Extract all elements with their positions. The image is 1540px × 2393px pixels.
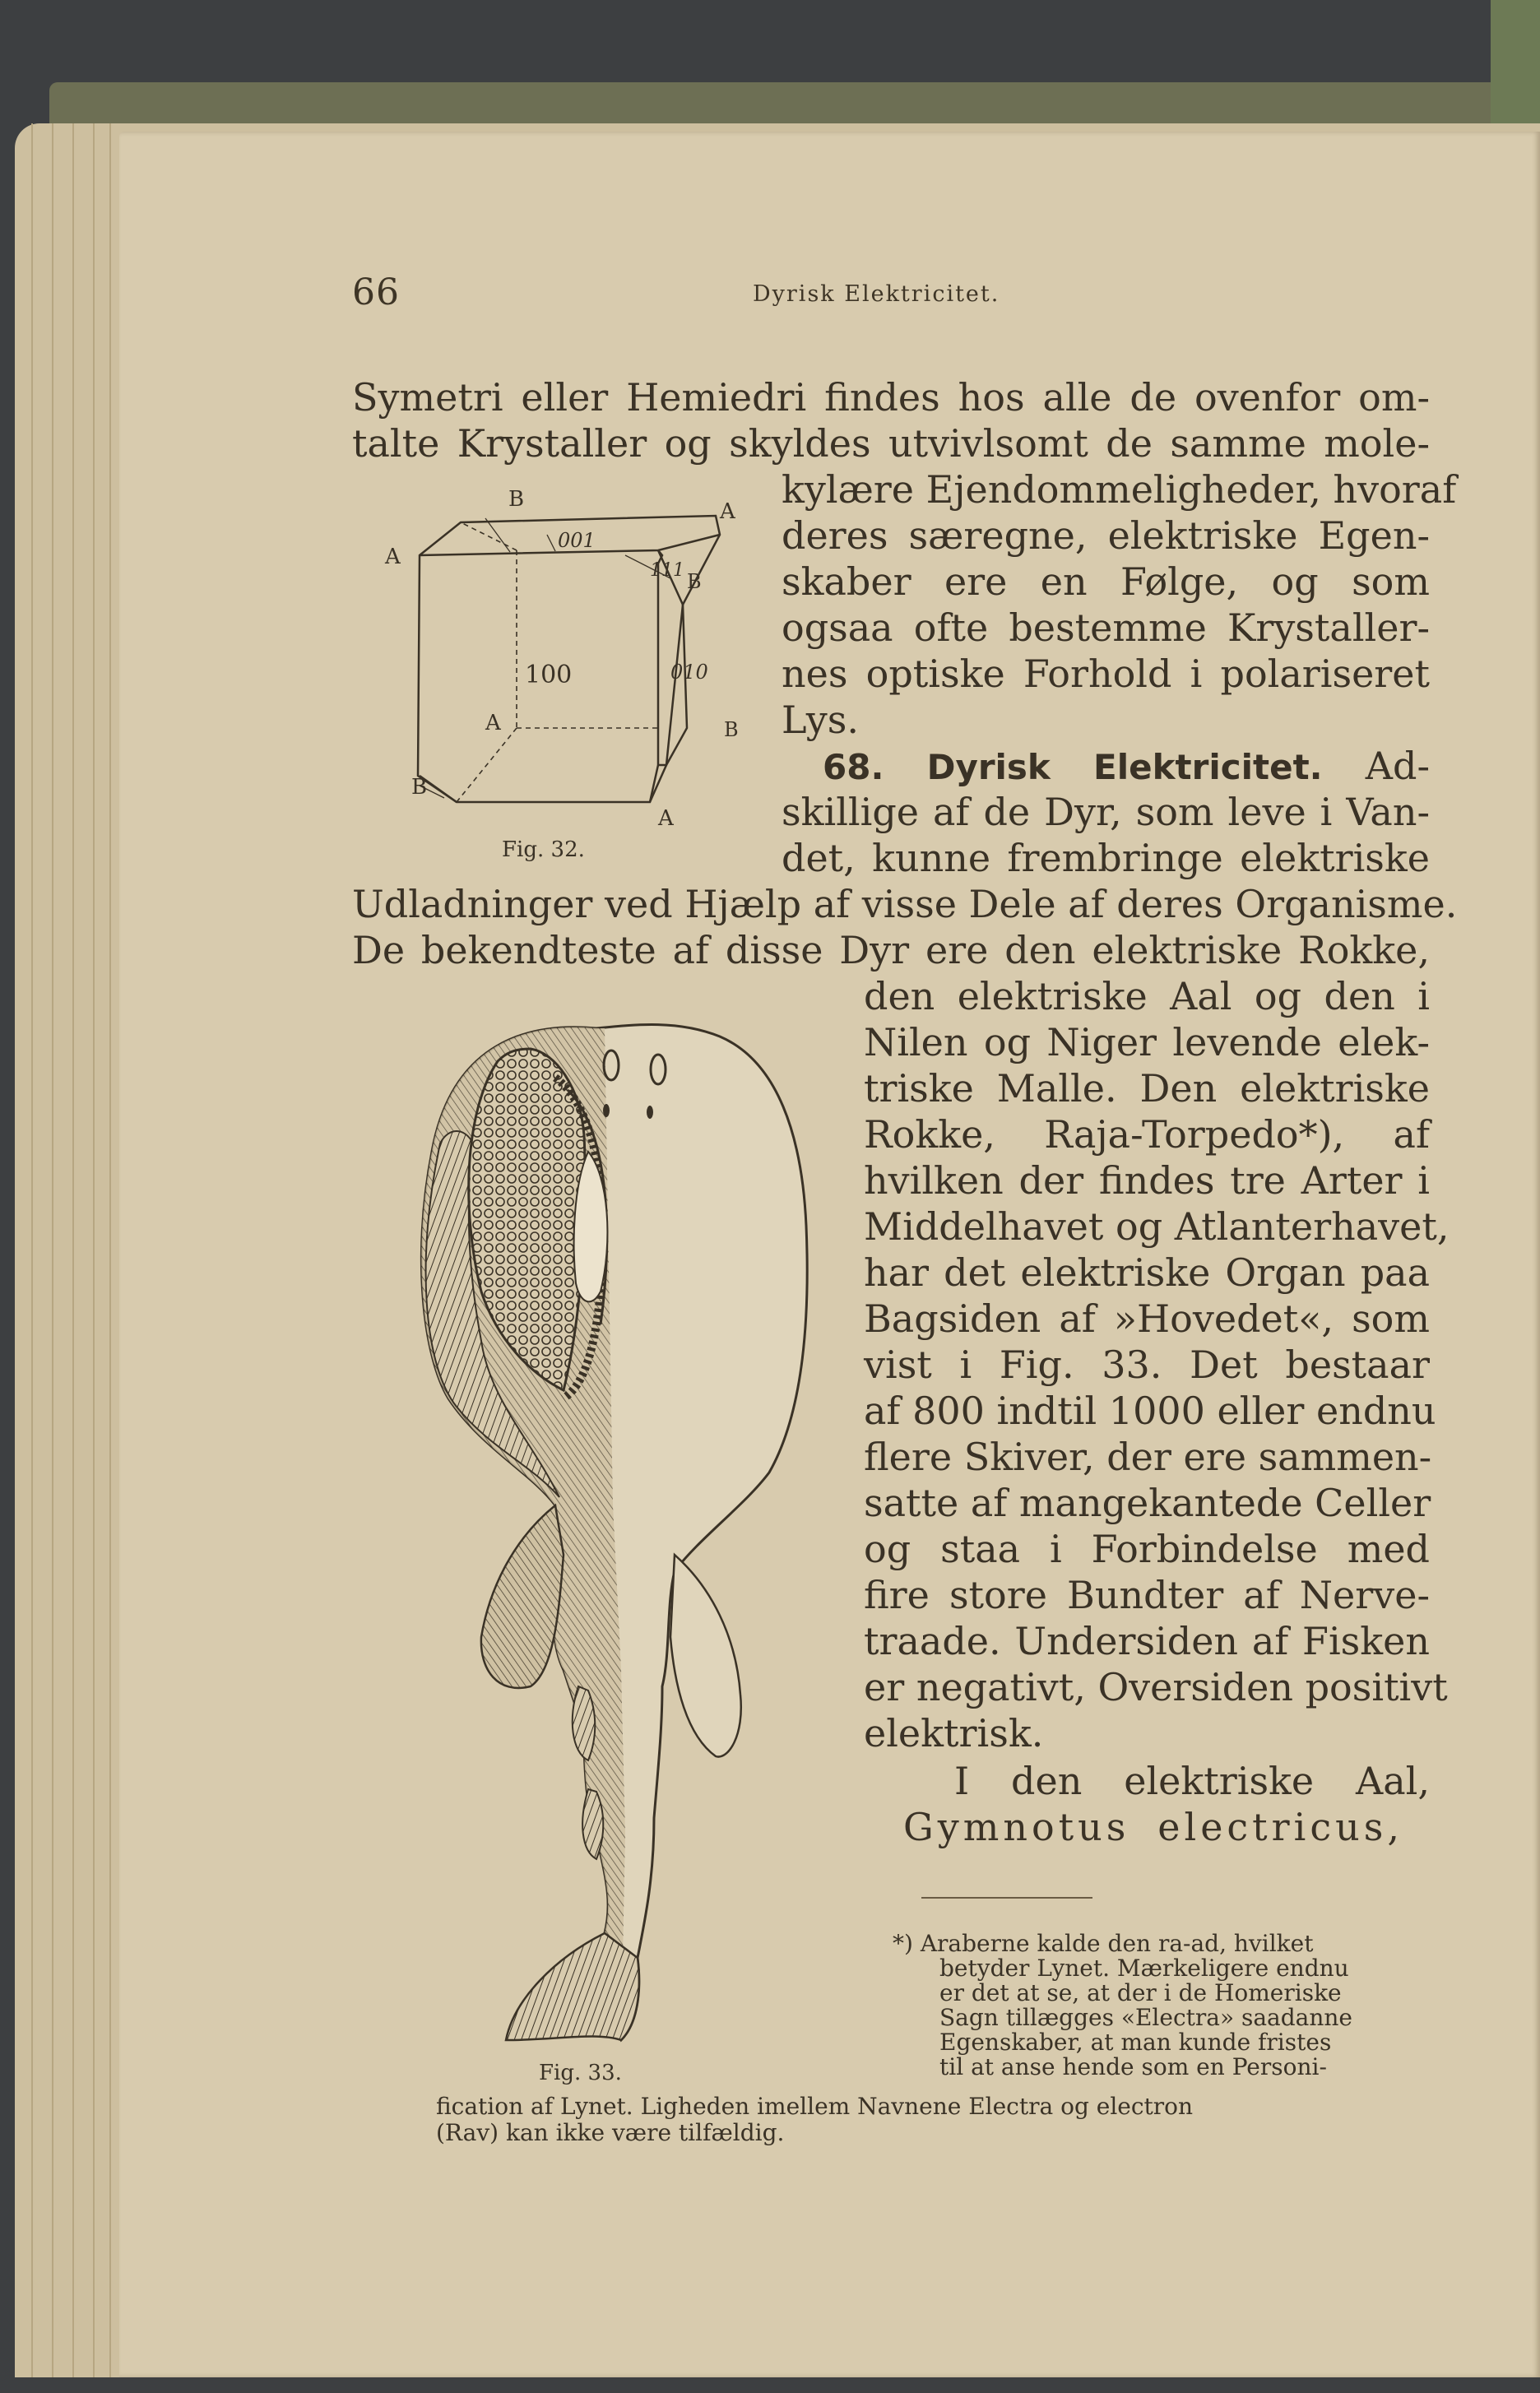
section-lead: Ad- [1365, 744, 1430, 788]
text-line: deres særegne, elektriske Egen- [782, 513, 1430, 558]
label-b-top: B [508, 487, 525, 512]
text-line: og staa i Forbindelse med [864, 1527, 1430, 1571]
label-b-right-upper: B [687, 570, 702, 593]
text-line: elektrisk. [864, 1711, 1044, 1755]
figure-33-torpedo-ray [391, 1012, 851, 2057]
page-number: 66 [352, 271, 400, 313]
footnote-line: (Rav) kan ikke være tilfældig. [436, 2119, 785, 2146]
footnote-line: fication af Lynet. Ligheden imellem Navnene Electra og electron [436, 2093, 1194, 2120]
cover-strip [1491, 0, 1540, 132]
text-line: Nilen og Niger levende elek- [864, 1020, 1430, 1064]
text-line: flere Skiver, der ere sammen- [864, 1435, 1432, 1479]
text-line: skillige af de Dyr, som leve i Van- [782, 790, 1430, 834]
text-line: har det elektriske Organ paa [864, 1250, 1430, 1295]
figure-32-caption: Fig. 32. [502, 837, 585, 862]
footnote-line: Egenskaber, at man kunde fristes [939, 2029, 1332, 2056]
figure-32-crystal [378, 481, 765, 831]
footnote-line: Sagn tillægges «Electra» saadanne [939, 2004, 1353, 2031]
section-title: Dyrisk Elektricitet. [926, 747, 1323, 787]
text-line: ogsaa ofte bestemme Krystaller- [782, 605, 1430, 650]
footnote-line: er det at se, at der i de Homeriske [939, 1979, 1342, 2006]
label-b-right-lower: B [724, 718, 739, 741]
label-a-left: A [385, 545, 401, 569]
footnote-line: *) Araberne kalde den ra-ad, hvilket [893, 1930, 1314, 1957]
text-line: Symetri eller Hemiedri findes hos alle de ovenfor om- [352, 375, 1430, 420]
footnote-line: til at anse hende som en Personi- [939, 2053, 1327, 2080]
label-face-001: 001 [558, 529, 596, 552]
text-line: den elektriske Aal og den i [864, 974, 1430, 1018]
text-line: nes optiske Forhold i polariseret [782, 652, 1430, 696]
text-line: Bagsiden af »Hovedet«, som [864, 1296, 1430, 1341]
label-a-topright: A [720, 499, 735, 524]
text-line: satte af mangekantede Celler [864, 1481, 1431, 1525]
section-heading [823, 743, 1430, 791]
text-line: skaber ere en Følge, og som [782, 559, 1430, 604]
footnote-line: betyder Lynet. Mærkeligere endnu [939, 1955, 1349, 1982]
text-line: I den elektriske Aal, [954, 1759, 1430, 1803]
text-line: fire store Bundter af Nerve- [864, 1573, 1430, 1617]
figure-33-caption: Fig. 33. [539, 2061, 622, 2085]
page-header [0, 271, 1540, 321]
label-face-100: 100 [525, 661, 573, 689]
text-line: talte Krystaller og skyldes utvivlsomt de samme mole- [352, 421, 1430, 466]
text-line: Lys. [782, 698, 859, 742]
text-line: traade. Undersiden af Fisken [864, 1619, 1430, 1663]
text-line: vist i Fig. 33. Det bestaar [864, 1343, 1430, 1387]
label-face-111: 111 [650, 560, 684, 581]
section-number: 68. [823, 747, 884, 787]
text-line: Udladninger ved Hjælp af visse Dele af deres Organisme. [352, 882, 1458, 926]
label-a-bottom: A [658, 806, 674, 831]
label-a-inner: A [485, 711, 501, 735]
label-face-010: 010 [670, 661, 708, 684]
footnote-rule [921, 1897, 1092, 1899]
text-line: Middelhavet og Atlanterhavet, [864, 1204, 1450, 1249]
running-title: Dyrisk Elektricitet. [753, 281, 1000, 307]
text-line: hvilken der findes tre Arter i [864, 1158, 1430, 1203]
text-line: kylære Ejendommeligheder, hvoraf [782, 467, 1457, 512]
text-line: af 800 indtil 1000 eller endnu [864, 1389, 1436, 1433]
text-line: Rokke, Raja-Torpedo*), af [864, 1112, 1430, 1157]
label-b-left: B [411, 775, 428, 800]
text-line: De bekendteste af disse Dyr ere den elektriske Rokke, [352, 928, 1430, 972]
text-line: det, kunne frembringe elektriske [782, 836, 1430, 880]
text-line: Gymnotus electricus, [903, 1805, 1403, 1849]
text-line: er negativt, Oversiden positivt [864, 1665, 1448, 1709]
text-line: triske Malle. Den elektriske [864, 1066, 1430, 1111]
